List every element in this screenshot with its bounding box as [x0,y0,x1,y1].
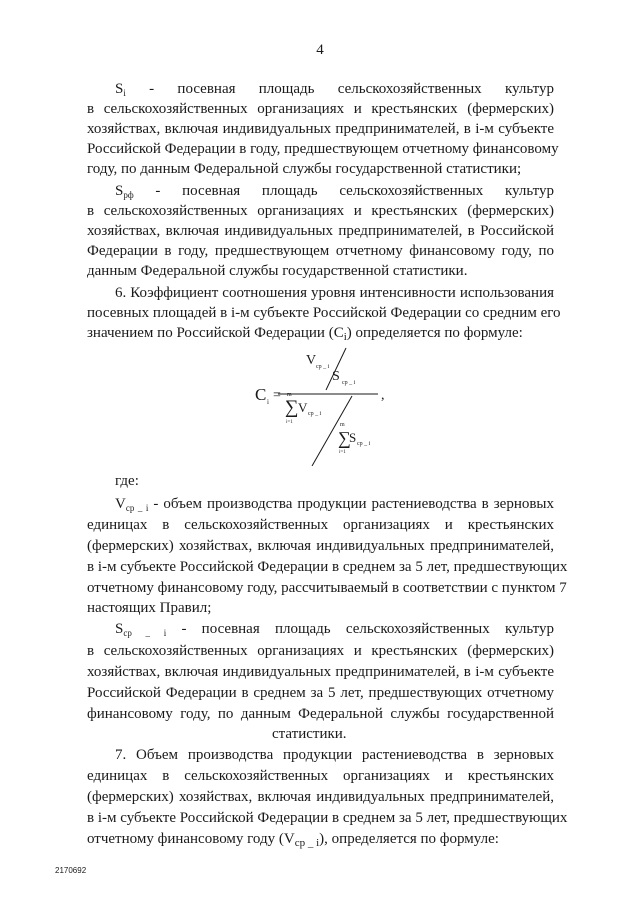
vcp-line-2: единицах в сельскохозяйственных организациях и крестьянских [87,517,554,533]
scp-line-6: статистики. [272,726,347,742]
vcp-line-3: (фермерских) хозяйствах, включая индивидуальных предпринимателей, [87,538,554,554]
p7-line-5: отчетному финансовому году $(V_{ср \_ i})$, определяется по формуле: [87,831,499,849]
formula-den-s: S [349,430,357,445]
p7-line-1: 7. Объем производства продукции растениеводства в зерновых [115,747,554,763]
p7-line-4: в i-м субъекте Российской Федерации в среднем за 5 лет, предшествующих [87,810,568,826]
p6-line-3: значением по Российской Федерации $(C_i)$ определяется по формуле: [87,325,523,343]
si-line-1: $S_i$ - посевная площадь сельскохозяйственных культур [115,81,554,98]
formula-sum-lower: i=1 [286,420,293,425]
formula-ci [250,342,400,466]
scp-symbol: $S_{ср \_ i}$ [115,621,167,638]
formula-sum2-lower: i=1 [339,450,346,455]
scp-line-1: $S_{ср \_ i}$ - посевная площадь сельскохозяйственных культур [115,621,555,638]
formula-num-s: S [332,369,340,384]
srf-line-5: данным Федеральной службы государственной статистики. [87,263,468,279]
scp-line-3: хозяйствах, включая индивидуальных предпринимателей, в i-м субъекте [87,664,554,680]
p7-line-3: (фермерских) хозяйствах, включая индивидуальных предпринимателей, [87,789,554,805]
si-line-4: Российской Федерации в году, предшествующем отчетному финансовому [87,141,559,157]
vcp-symbol: $V_{ср \_ i}$ [115,496,149,513]
scp-line-4: Российской Федерации в среднем за 5 лет, предшествующих отчетному [87,685,554,701]
si-symbol: $S_i$ [115,81,126,98]
si-line-5: году, по данным Федеральной службы государственной статистики; [87,161,522,177]
si-line-3: хозяйствах, включая индивидуальных предпринимателей, в i-м субъекте [87,121,554,137]
document-code: 2170692 [55,866,87,875]
formula-num-v: V [306,353,317,368]
p7-line-2: единицах в сельскохозяйственных организациях и крестьянских [87,768,554,784]
p6-line-1: 6. Коэффициент соотношения уровня интенсивности использования [115,285,554,301]
page-number: 4 [316,42,324,58]
vcp-line-4: в i-м субъекте Российской Федерации в среднем за 5 лет, предшествующих [87,559,568,575]
formula-den-s-sub: ср _ i [357,441,371,447]
formula-num-v-sub: ср _ i [316,364,330,370]
formula-comma: , [381,388,385,403]
p6-line-2: посевных площадей в i-м субъекте Российской Федерации со средним его [87,305,561,321]
scp-line-2: в сельскохозяйственных организациях и крестьянских (фермерских) [87,643,554,659]
srf-line-2: в сельскохозяйственных организациях и крестьянских (фермерских) [87,203,554,219]
srf-symbol: $S_{рф}$ [115,183,134,200]
srf-line-1: $S_{рф}$ - посевная площадь сельскохозяйственных культур [115,183,554,200]
formula-sum2-upper: m [340,422,345,428]
formula-equals: = [273,388,281,403]
formula-den-v: V [298,400,308,415]
srf-line-4: Федерации в году, предшествующем отчетному финансовому году, по [87,243,554,259]
formula-sum2-sign: ∑ [338,428,351,448]
formula-den-v-sub: ср _ i [308,411,322,417]
formula-lhs: C [255,385,267,404]
formula-lhs-sub: i [267,398,269,406]
si-line-2: в сельскохозяйственных организациях и крестьянских (фермерских) [87,101,554,117]
formula-num-s-sub: ср _ i [342,380,356,386]
where-label: где: [115,473,139,489]
srf-line-3: хозяйствах, включая индивидуальных предпринимателей, в Российской [87,223,554,239]
scp-line-5: финансовому году, по данным Федеральной службы государственной [87,706,554,722]
vcp-line-1: $V_{ср \_ i}$ - объем производства продукции растениеводства в зерновых [115,496,555,513]
formula-sum-sign: ∑ [285,397,299,418]
vcp-line-6: настоящих Правил; [87,600,212,616]
vcp-line-5: отчетному финансовому году, рассчитываемый в соответствии с пунктом 7 [87,580,567,596]
formula-sum-upper: m [287,392,292,398]
